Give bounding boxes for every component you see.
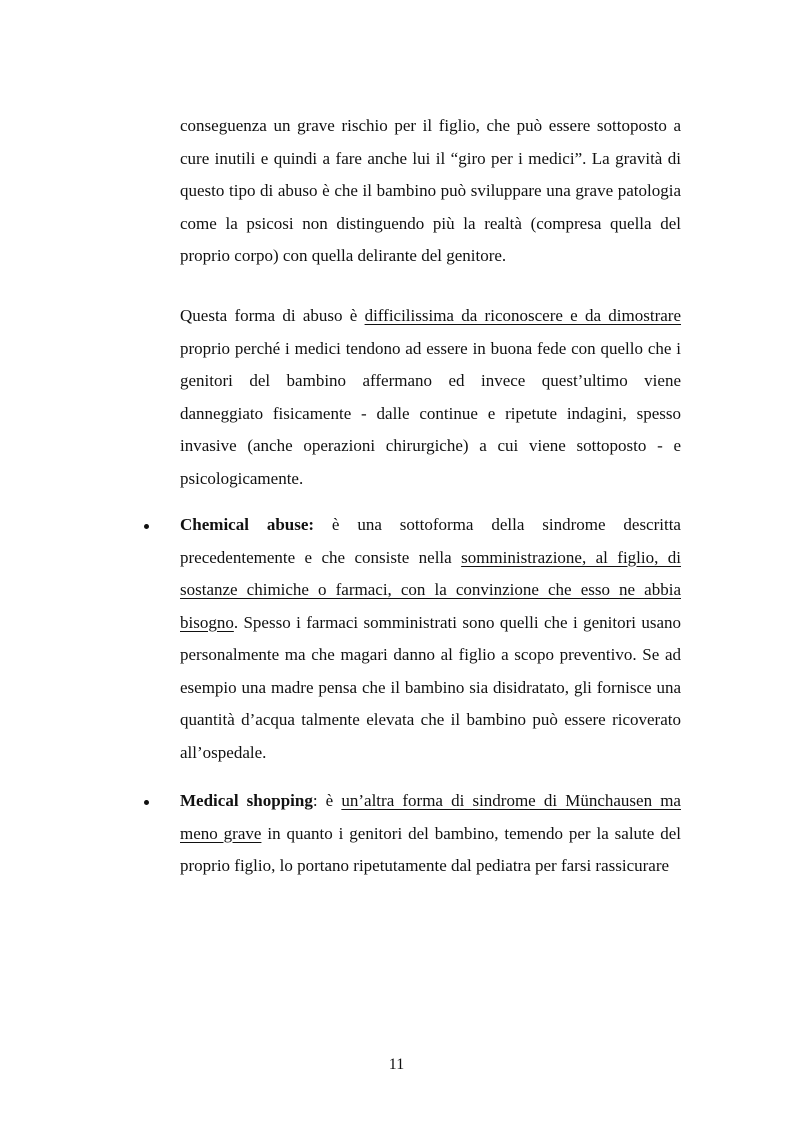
- list-item-text-before: : è: [312, 791, 342, 810]
- paragraph-two-end: proprio perché i medici tendono ad essere in buona fede con quello che i genitori del bambino affermano ed invece quest’ultimo viene danneggiato fisicamente - dalle continue e ripetute indagini, spesso invasive (anche operazioni chirurgiche) a cui viene sottoposto - e psicologicamente.: [180, 338, 681, 488]
- list-item-text-before: è una sottoforma della sindrome descritta precedentemente e che consiste nella: [180, 515, 681, 567]
- list-item-medical-shopping: [180, 785, 681, 883]
- bullet-icon: [144, 800, 149, 805]
- list-item-text: [180, 509, 681, 769]
- list-item-chemical-abuse: [180, 509, 681, 769]
- bullet-icon: [144, 524, 149, 529]
- list-item-text-after: in quanto i genitori del bambino, temendo per la salute del proprio figlio, lo portano ripetutamente dal pediatra per farsi rassicurare: [180, 823, 681, 875]
- list-item-underlined: un’altra forma di sindrome di Münchausen ma meno grave: [180, 791, 681, 843]
- paragraph-two-start: Questa forma di abuso è: [180, 306, 365, 325]
- list-item-term: Medical shopping: [180, 791, 313, 810]
- paragraph-two-underlined: difficilissima da riconoscere e da dimostrare: [364, 306, 681, 325]
- list-item-text: [180, 785, 681, 883]
- list-item-text-after: . Spesso i farmaci somministrati sono quelli che i genitori usano personalmente ma che magari danno al figlio a scopo preventivo. Se ad esempio una madre pensa che il bambino sia disidratato, gli fornisce una quantità d’acqua talmente elevata che il bambino può essere ricoverato all’ospedale.: [180, 612, 681, 762]
- paragraph-abuse-detection: [180, 300, 681, 495]
- paragraph-continuation: conseguenza un grave rischio per il figlio, che può essere sottoposto a cure inutili e quindi a fare anche lui il “giro per i medici”. La gravità di questo tipo di abuso è che il bambino può sviluppare una grave patologia come la psicosi non distinguendo più la realtà (compresa quella del proprio corpo) con quella delirante del genitore.: [180, 116, 681, 265]
- page-number: 11: [388, 1056, 405, 1073]
- list-item-underlined: somministrazione, al figlio, di sostanze chimiche o farmaci, con la convinzione che esso ne abbia bisogno: [180, 547, 681, 632]
- list-item-term: Chemical abuse:: [180, 515, 315, 534]
